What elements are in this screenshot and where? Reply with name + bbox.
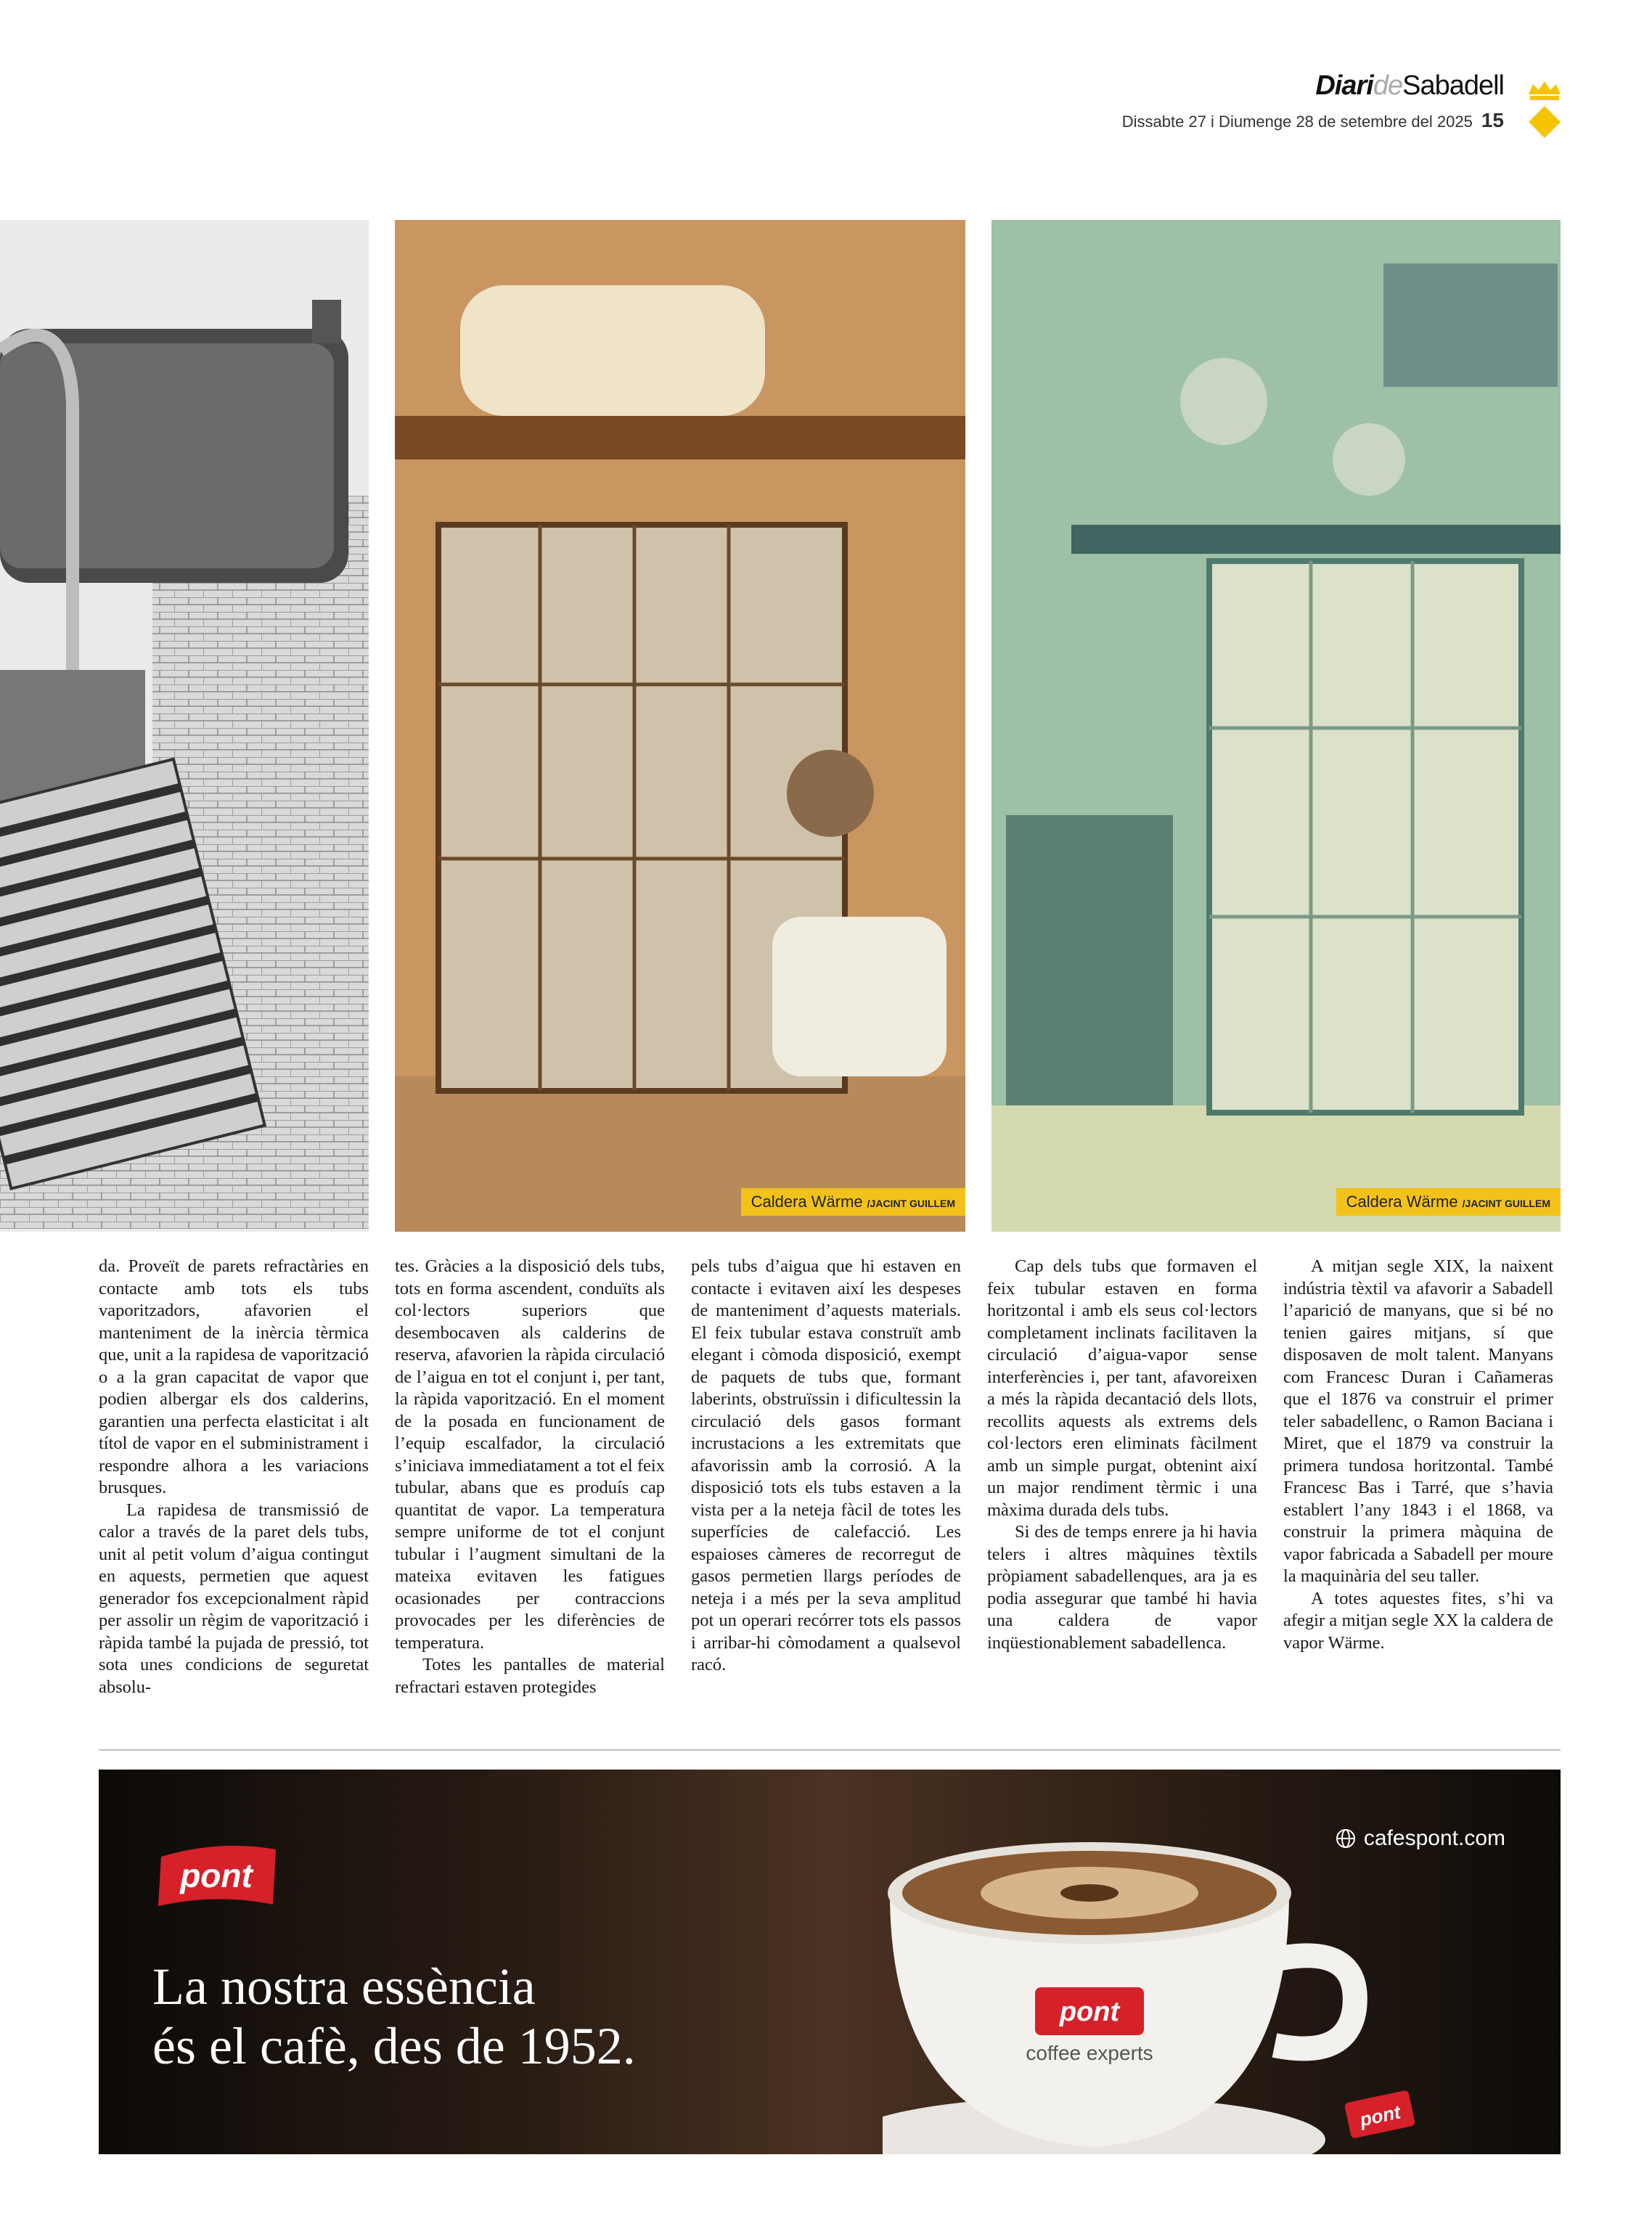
paragraph: da. Proveït de parets refractàries en contacte amb tots els tubs vaporitzadors, afavorien el manteniment de la inèrcia tèrmica que, unit a la rapidesa de vaporització o a la gran capacitat de vapor que podien albergar els dos calderins, garantien una perfecta elasticitat i alt títol de vapor en el subministrament i respondre alhora a les variacions brusques. — [99, 1256, 369, 1497]
crown-diamond-icon — [1523, 80, 1566, 138]
brand-de: de — [1373, 70, 1403, 101]
divider — [99, 1749, 1561, 1751]
paragraph: A mitjan segle XIX, la naixent indústria tèxtil va afavorir a Sabadell l’aparició de manyans, que si bé no tenien gaires mitjans, sí que disposaven de molt talent. Manyans com Francesc Duran i Cañameras que el 1876 va construir el primer teler sabadellenc, o Ramon Baciana i Miret, que el 1879 va construir la primera tundosa horitzontal. També Francesc Bas i Tarré, que s’havia establert l’any 1843 i el 1868, va construir la primera màquina de vapor fabricada a Sabadell per moure la maquinària del seu taller. — [1283, 1256, 1553, 1586]
boiler-engraving-illustration — [0, 220, 369, 1232]
boiler-engraving-photo — [0, 220, 369, 1232]
cup-logo-text: pont — [1059, 1997, 1120, 2027]
article-column-3 — [691, 1256, 961, 1677]
article-column-4 — [987, 1256, 1257, 1654]
article-column-2 — [395, 1256, 665, 1698]
warme-boiler-photo-sepia[interactable] — [395, 220, 965, 1232]
issue-date: Dissabte 27 i Diumenge 28 de setembre del 2025 — [1121, 113, 1473, 131]
boiler-orange-illustration — [395, 220, 965, 1232]
paragraph: Cap dels tubs que formaven el feix tubular estaven en forma horitzontal i amb els seus col·lectors completament inclinats facilitaven la circulació d’aigua-vapor sense interferències i, per tant, afavoreixen a més la ràpida decantació dels llots, recollits aquests als extrems dels col·lectors eren eliminats fàcilment amb un simple purgat, obtenint així un major rendiment tèrmic i una màxima durada dels tubs. — [987, 1256, 1257, 1520]
pont-logo-text: pont — [180, 1857, 253, 1894]
paragraph: A totes aquestes fites, s’hi va afegir a mitjan segle XX la caldera de vapor Wärme. — [1283, 1588, 1553, 1653]
caption-text: Caldera Wärme — [1346, 1193, 1458, 1211]
boiler-green-illustration — [991, 220, 1561, 1232]
photo-credit: /JACINT GUILLEM — [1462, 1198, 1550, 1209]
brand-diari: Diari — [1315, 70, 1373, 101]
caption-text: Caldera Wärme — [751, 1193, 863, 1211]
pont-logo[interactable] — [154, 1839, 280, 1909]
warme-boiler-photo-green[interactable] — [991, 220, 1561, 1232]
brand-sabadell: Sabadell — [1402, 70, 1504, 101]
paragraph: Si des de temps enrere ja hi havia telers i altres màquines tèxtils pròpiament sabadellenques, ara ja es podia assegurar que també hi havia una caldera de vapor inqüestionablement sabadellenca. — [987, 1522, 1257, 1653]
paragraph: tes. Gràcies a la disposició dels tubs, tots en forma ascendent, conduïts als col·lectors superiors que desembocaven als calderins de reserva, afavorien la ràpida circulació de l’aigua en tot el conjunt i, per tant, la ràpida vaporització. En el moment de la posada en funcionament de l’equip escalfador, la circulació s’iniciava immediatament a tot el feix tubular, abans que es produís cap quantitat de vapor. La temperatura sempre uniforme de tot el conjunt tubular i l’augment simultani de la mateixa evitaven les fatigues ocasionades per contraccions provocades per les diferències de temperatura. — [395, 1256, 665, 1653]
paragraph: pels tubs d’aigua que hi estaven en contacte i evitaven així les despeses de manteniment d’aquests materials. El feix tubular estava construït amb elegant i còmoda disposició, exempt de paquets de tubs que, formant laberints, obstruïssin i dificultessin la circulació dels gasos formant incrustacions a les extremitats que afavorissin amb la corrosió. A la disposició tots els tubs estaven a la vista per a la neteja fàcil de totes les superfícies de calefacció. Les espaioses càmeres de recorregut de gasos permetien llargs períodes de neteja i a més per la seva amplitud pot un operari recórrer tots els passos i arribar-hi còmodament a qualsevol racó. — [691, 1256, 961, 1674]
photo-credit: /JACINT GUILLEM — [867, 1198, 955, 1209]
page-number: 15 — [1481, 109, 1504, 131]
cup-tagline: coffee experts — [1026, 2042, 1153, 2064]
saucer-logo-text: pont — [1357, 2101, 1403, 2131]
masthead — [1122, 71, 1504, 132]
paragraph: La rapidesa de transmissió de calor a través de la paret dels tubs, unit al petit volum d’aigua contingut en aquests, permetien que aquest generador fos excepcionalment ràpid per assolir un règim de vaporització i ràpida també la pujada de pressió, tot sota unes condicions de seguretat absolu- — [99, 1500, 369, 1697]
dateline — [1122, 109, 1504, 132]
article-column-1 — [99, 1256, 369, 1698]
ad-slogan — [152, 1957, 636, 2076]
newspaper-brand[interactable] — [1122, 71, 1504, 100]
photo-caption — [741, 1188, 965, 1216]
slogan-line-2: és el cafè, des de 1952. — [152, 2017, 636, 2075]
pont-coffee-ad[interactable] — [99, 1770, 1561, 2154]
coffee-cup-illustration — [883, 1799, 1434, 2154]
photo-caption — [1336, 1188, 1561, 1216]
article-column-5 — [1283, 1256, 1553, 1654]
paragraph: Totes les pantalles de material refractari estaven protegides — [395, 1655, 665, 1697]
website-text: cafespont.com — [1363, 1826, 1505, 1850]
slogan-line-1: La nostra essència — [152, 1958, 536, 2016]
